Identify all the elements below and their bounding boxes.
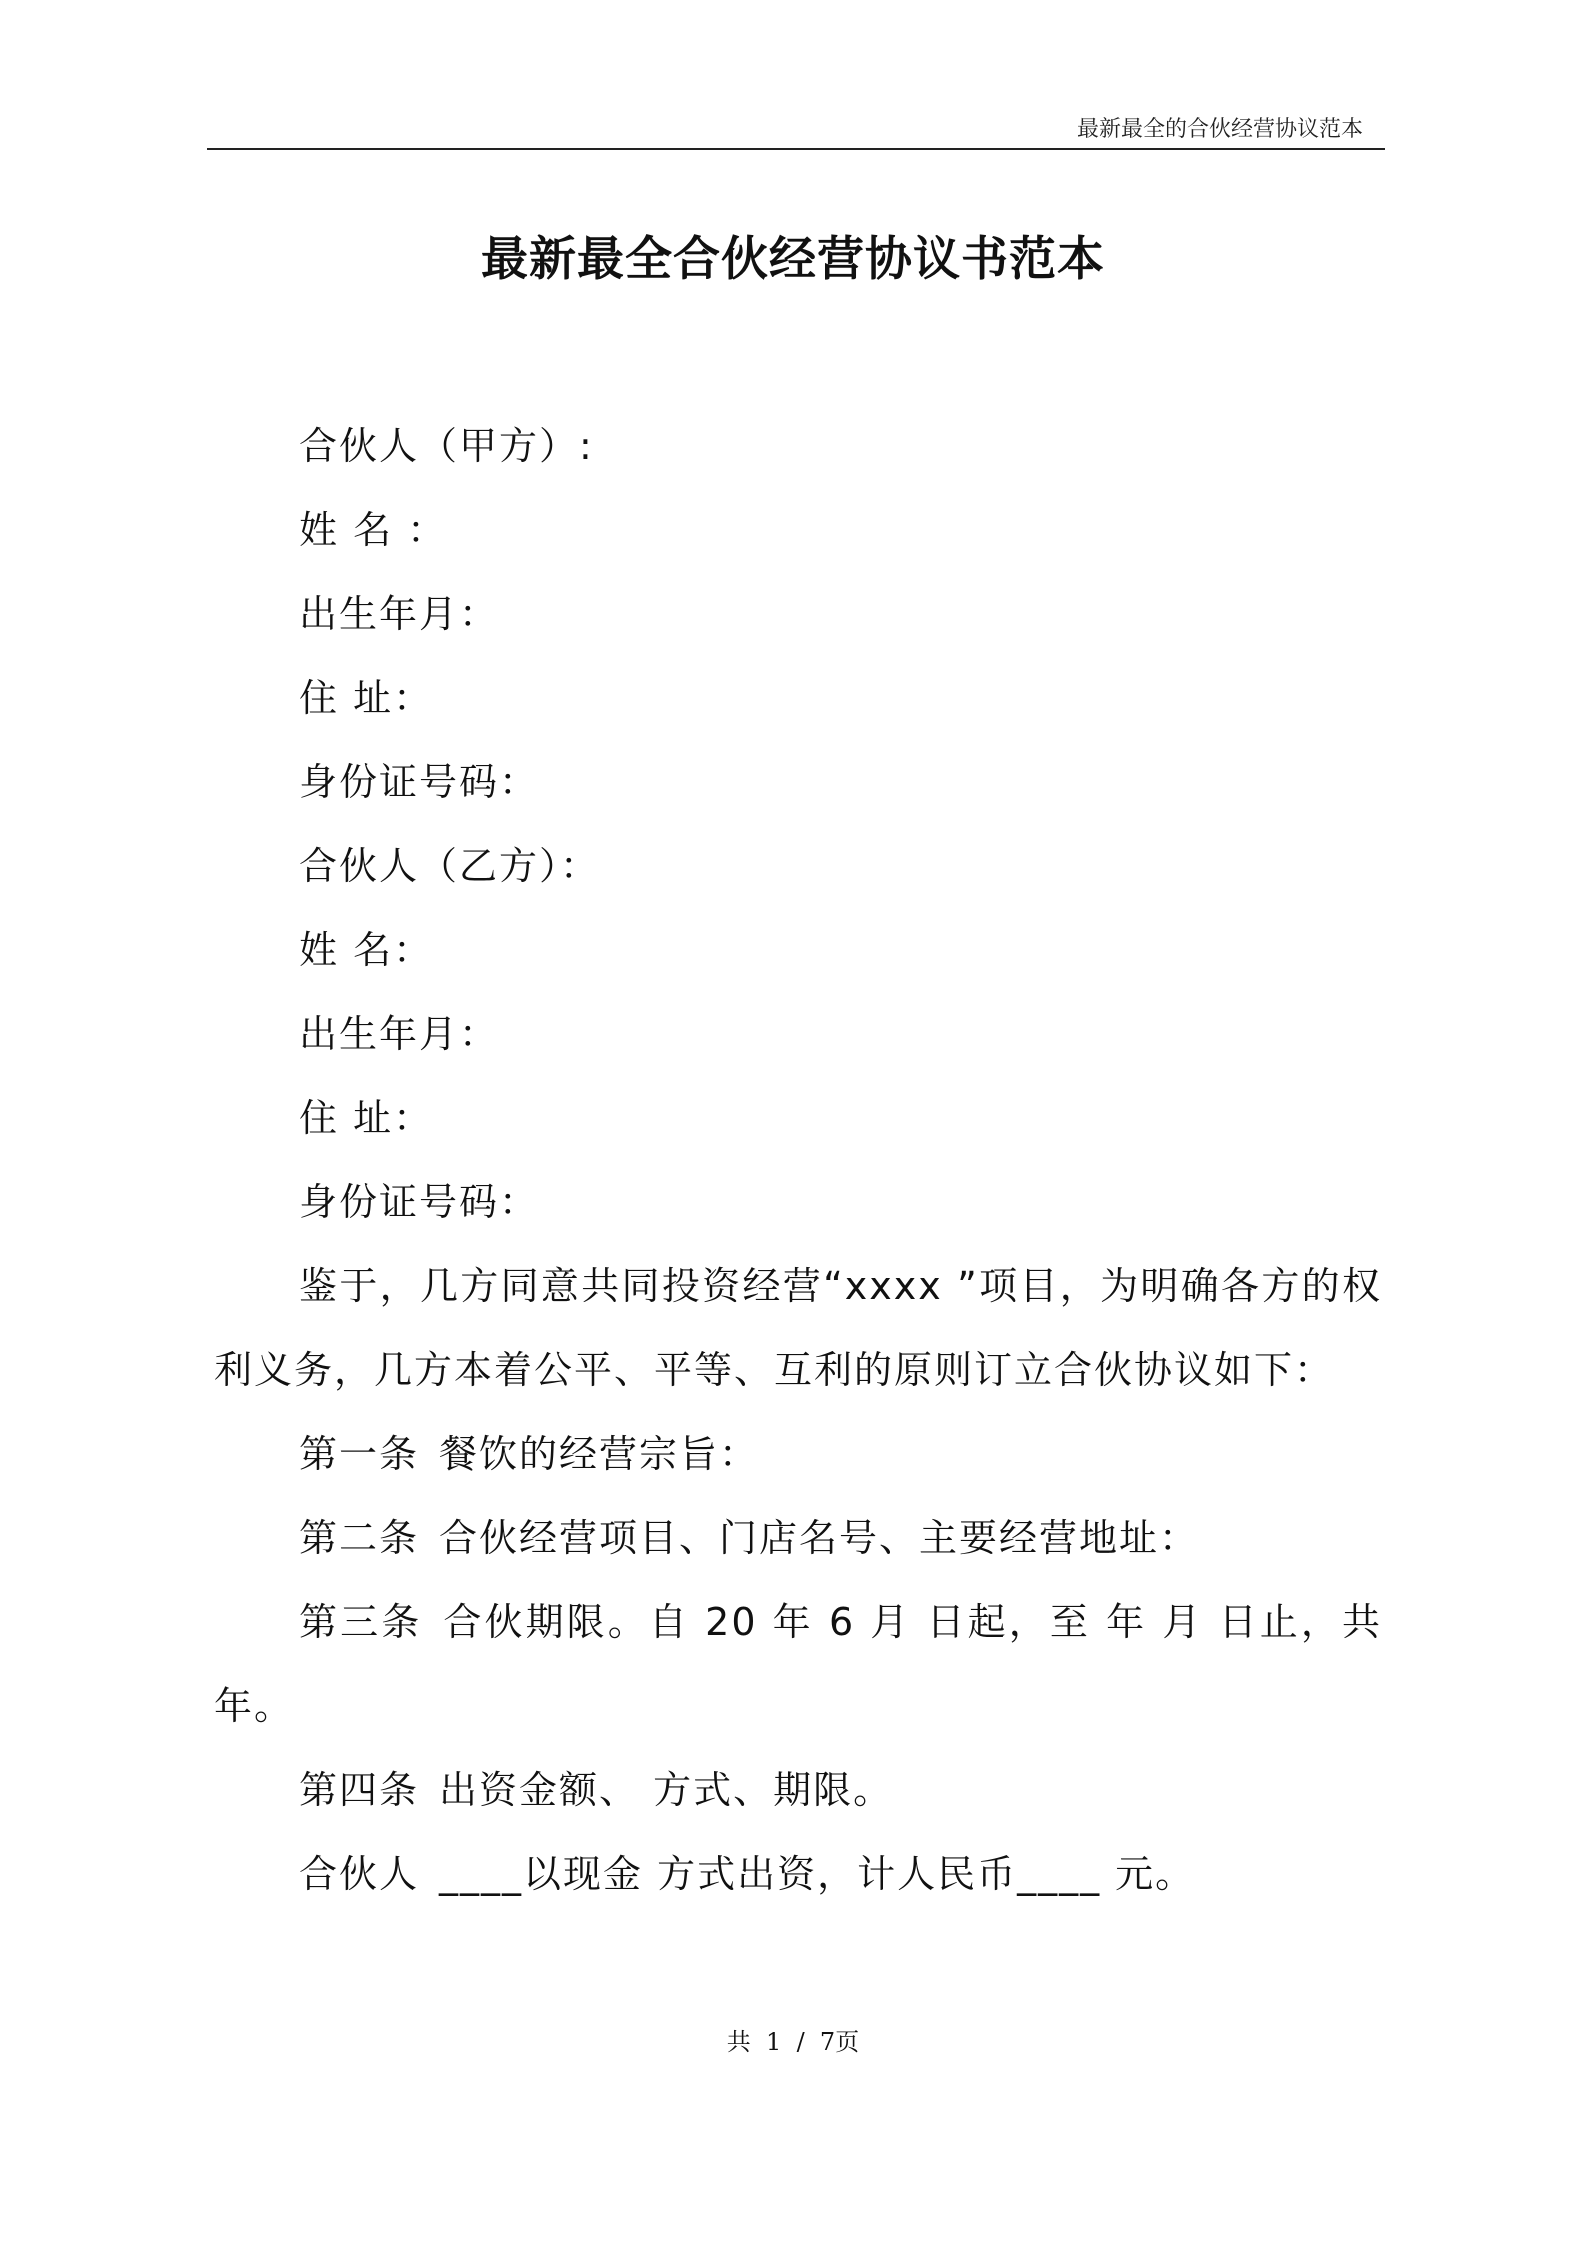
article-label: 第二条	[299, 1516, 420, 1560]
party-a-birth: 出生年月：	[299, 592, 500, 636]
article-3	[214, 1580, 1382, 1748]
article-2	[214, 1496, 1382, 1580]
contribution-label: 合伙人	[299, 1852, 420, 1896]
contribution-line	[214, 1832, 1382, 1916]
running-header-title: 最新最全的合伙经营协议范本	[1076, 117, 1363, 142]
article-1	[214, 1412, 1382, 1496]
running-header	[207, 110, 1385, 150]
article-text: 合伙经营项目、门店名号、主要经营地址：	[439, 1516, 1200, 1560]
party-a-name: 姓 名 ：	[299, 508, 448, 552]
page-indicator: 共 1 / 7页	[726, 2028, 860, 2056]
party-b-name: 姓 名：	[299, 928, 434, 972]
contribution-text: ____以现金 方式出资，计人民币____ 元。	[439, 1852, 1196, 1896]
document-title: 最新最全合伙经营协议书范本	[481, 232, 1105, 287]
preamble-paragraph: 鉴于，几方同意共同投资经营“xxxx ”项目，为明确各方的权利义务，几方本着公平、平等、互利的原则订立合伙协议如下：	[214, 1264, 1382, 1392]
document-body	[214, 404, 1382, 1916]
party-b-address: 住 址：	[299, 1096, 434, 1140]
article-label: 第四条	[299, 1768, 420, 1812]
party-a-address: 住 址：	[299, 676, 434, 720]
party-a-heading: 合伙人（甲方）:	[299, 424, 594, 468]
party-b-birth: 出生年月：	[299, 1012, 500, 1056]
article-label: 第一条	[299, 1432, 420, 1476]
article-label: 第三条	[299, 1600, 423, 1644]
article-text: 合伙期限。自 20 年 6 月 日起，至 年 月 日止，共 年。	[214, 1600, 1382, 1728]
party-b-heading: 合伙人（乙方）：	[299, 844, 601, 888]
article-text: 餐饮的经营宗旨：	[439, 1432, 760, 1476]
party-b-id-number: 身份证号码：	[299, 1180, 540, 1224]
article-4	[214, 1748, 1382, 1832]
article-text: 出资金额、 方式、期限。	[439, 1768, 894, 1812]
party-a-id-number: 身份证号码：	[299, 760, 540, 804]
